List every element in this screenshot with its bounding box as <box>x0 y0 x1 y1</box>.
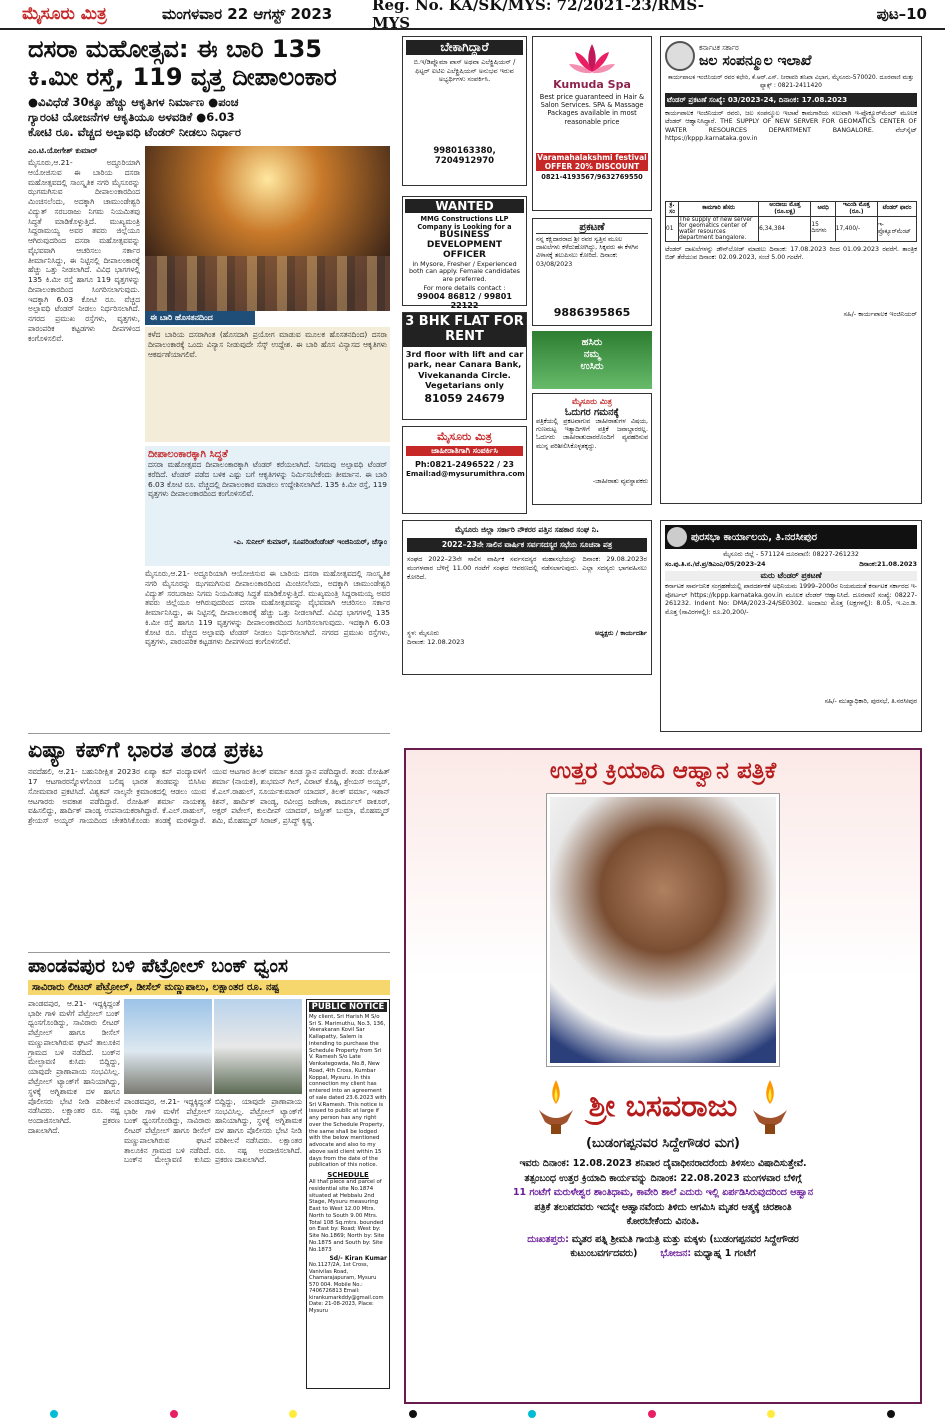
jala-col-1: ಕ್ರ. ಸಂ <box>666 201 679 216</box>
readers-body: ಪತ್ರಿಕೆಯಲ್ಲಿ ಪ್ರಕಟವಾಗುವ ಜಾಹೀರಾತುಗಳ ವಿಷಯ, ಗುಣಮಟ್ಟ ಇತ್ಯಾದಿಗಳಿಗೆ ಪತ್ರಿಕೆ ಜವಾಬ್ದಾರರಲ್ಲ. ಓದುಗರು ಜಾಹೀರಾತುದಾರರೊಂದಿಗೆ ವ್ಯವಹರಿಸುವ ಮುನ್ನ ಪರಿಶೀಲಿಸಿಕೊಳ್ಳತಕ್ಕದ್ದು. <box>536 418 648 450</box>
pandavapura-story <box>28 952 390 1402</box>
hasiru-line-1: ಹಸಿರು <box>581 337 603 348</box>
dasara-lights-photo <box>145 146 390 311</box>
oil-lamp-icon <box>751 1076 789 1136</box>
society-meeting-notice <box>402 520 652 675</box>
society-sign: ಅಧ್ಯಕ್ಷರು / ಕಾರ್ಯದರ್ಶಿ <box>595 629 647 637</box>
society-body: ಸಂಘದ 2022–23ನೇ ಸಾಲಿನ ವಾರ್ಷಿಕ ಸರ್ವಸದಸ್ಯರ ಮಹಾಸಭೆಯನ್ನು ದಿನಾಂಕ: 29.08.2023ರ ಮಂಗಳವಾರ ಬೆಳಿಗ್ಗೆ 11.00 ಗಂಟೆಗೆ ಸಂಘದ ಆವರಣದಲ್ಲಿ ನಡೆಸಲಾಗುವುದು. ಎಲ್ಲಾ ಸದಸ್ಯರು ಭಾಗವಹಿಸಲು ಕೋರಿದೆ. <box>407 555 647 581</box>
jala-col-3: ಅಂದಾಜು ಮೊತ್ತ (ರೂ.ಲಕ್ಷ) <box>759 201 811 216</box>
society-subtitle: 2022–23ನೇ ಸಾಲಿನ ವಾರ್ಷಿಕ ಸರ್ವಸದಸ್ಯರ ಸಭೆಯ ಸೂಚನಾ ಪತ್ರ <box>407 538 647 552</box>
mourners-2: ಕುಟುಂಬವರ್ಗದವರು) <box>570 1248 638 1260</box>
jala-cell-4: 15 ದಿನಗಳು <box>811 216 835 241</box>
wanted-contact-label: For more details contact : <box>423 283 506 292</box>
jala-col-5: ಇಎಂಡಿ ಮೊತ್ತ (ರೂ.) <box>835 201 877 216</box>
pandavapura-subheadline: ಸಾವಿರಾರು ಲೀಟರ್ ಪೆಟ್ರೋಲ್, ಡೀಸೆಲ್ ಮಣ್ಣುಪಾಲು, ಲಕ್ಷಾಂತರ ರೂ. ನಷ್ಟ <box>28 980 390 995</box>
flat-phone: 81059 24679 <box>424 392 505 406</box>
public-notice-address: No.1127/2A, 1st Cross, Vanivilas Road, Chamarajapuram, Mysuru 570 004. Mobile No.: 7406726813 Email: kirankumarkddy@gmail.com Date: 21-08-2023, Place: Mysuru <box>309 1262 384 1314</box>
jala-title: ಜಲ ಸಂಪನ್ಮೂಲ ಇಲಾಖೆ <box>699 52 812 69</box>
jala-tender-notice <box>660 36 922 504</box>
purasabha-body: ಕರ್ನಾಟಕ ಸಾರ್ವಜನಿಕ ಸಂಗ್ರಹಣೆಯಲ್ಲಿ ಪಾರದರ್ಶಕತೆ ಅಧಿನಿಯಮ 1999–2000ರ ನಿಯಮದಂತೆ ಕರ್ನಾಟಕ ಸರ್ಕಾರದ ಇ-ಪೋರ್ಟಲ್ https://kppp.karnataka.gov.in ಮೂಲಕ ಟೆಂಡರ್ ಆಹ್ವಾನಿಸಿದೆ. ದೂರವಾಣಿ ಸಂಖ್ಯೆ: 08227-261232. Indent No: DMA/2023-24/SE0302. ಅಂದಾಜು ಮೊತ್ತ (ಲಕ್ಷಗಳಲ್ಲಿ): 8.05, ಇ.ಎಂ.ಡಿ. ಮೊತ್ತ (ಸಾವಿರಗಳಲ್ಲಿ): ರೂ.20,200/- <box>665 583 917 616</box>
pandavapura-headline: ಪಾಂಡವಪುರ ಬಳಿ ಪೆಟ್ರೋಲ್ ಬಂಕ್ ಧ್ವಂಸ <box>28 955 289 977</box>
lead-body-column: ಮೈಸೂರು,ಆ.21- ಅದ್ಧೂರಿಯಾಗಿ ಆಯೋಜಿಸುವ ಈ ಬಾರಿಯ ದಸರಾ ಮಹೋತ್ಸವದಲ್ಲಿ ಸಾಂಸ್ಕೃತಿಕ ನಗರಿ ಮೈಸೂರನ್ನು ಝಗಮಗಿಸುವ ದೀಪಾಲಂಕಾರದಿಂದ ಮಿಂಚಿಸಲೆಂದು, ಅದಕ್ಕಾಗಿ ಚಾಮುಂಡೇಶ್ವರಿ ವಿದ್ಯುತ್ ಸರಬರಾಜು ನಿಗಮ ನಿಯಮಿತವು ಸಿದ್ಧತೆ ಮಾಡಿಕೊಳ್ಳುತ್ತಿದೆ. ಮುಖ್ಯಮಂತ್ರಿ ಸಿದ್ದರಾಮಯ್ಯ ಅವರ ತವರು ಜಿಲ್ಲೆಯೂ ಆಗಿರುವುದರಿಂದ ದಸರಾ ಮಹೋತ್ಸವವನ್ನು ವೈಭವವಾಗಿ ಆಚರಿಸಲು ಸರ್ಕಾರ ತೀರ್ಮಾನಿಸಿದ್ದು, ಈ ನಿಟ್ಟಿನಲ್ಲಿ ದೀಪಾಲಂಕಾರಕ್ಕೆ ಹೆಚ್ಚು ಒತ್ತು ನೀಡಲಾಗಿದೆ. ವಿವಿಧ ಭಾಗಗಳಲ್ಲಿ 135 ಕಿ.ಮೀ ರಸ್ತೆ ಹಾಗೂ 119 ವೃತ್ತಗಳನ್ನು ದೀಪಾಲಂಕಾರದಿಂದ ಸಿಂಗರಿಸಲಾಗುವುದು. ಇದಕ್ಕಾಗಿ 6.03 ಕೋಟಿ ರೂ. ವೆಚ್ಚದ ಅಲ್ಪಾವಧಿ ಟೆಂಡರ್ ನೀಡಲು ನಿರ್ಧರಿಸಲಾಗಿದೆ. ನಗರದ ಪ್ರಮುಖ ರಸ್ತೆಗಳು, ವೃತ್ತಗಳು, ಪಾರಂಪರಿಕ ಕಟ್ಟಡಗಳು ದೀಪಗಳಿಂದ ಕಂಗೊಳಿಸಲಿವೆ. <box>28 158 140 343</box>
ad-kumuda-spa <box>532 36 652 211</box>
ad-wanted <box>402 196 527 310</box>
jala-col-6: ಟೆಂಡರ್ ಫಾರಂ <box>877 201 916 216</box>
ad-mysuru-mitra <box>402 426 527 514</box>
obituary-notice <box>404 748 922 1404</box>
mourners: ಮೃತರ ಪತ್ನಿ ಶ್ರೀಮತಿ ಗಾಯತ್ರಿ ಮತ್ತು ಮಕ್ಕಳು (ಬುಡಂಗಪ್ಪನವರ ಸಿದ್ದೇಗೌಡರ <box>571 1233 799 1245</box>
wanted-company: MMG Constructions LLP Company is Looking for a <box>417 215 512 231</box>
mitra-ad-phone: Ph:0821-2496522 / 23 <box>415 460 514 469</box>
deceased-relation: (ಬುಡಂಗಪ್ಪನವರ ಸಿದ್ದೇಗೌಡರ ಮಗ) <box>586 1136 740 1151</box>
jala-address: ಕಾರ್ಯಪಾಲಕ ಇಂಜಿನಿಯರ್ ರವರ ಕಛೇರಿ, ಕೆ.ಆರ್.ಎಸ್. ನೀರಾವರಿ ತನಿಖಾ ವಿಭಾಗ, ಮೈಸೂರು-570020. ದೂರವಾಣಿ ಮತ್ತು ಫ್ಯಾಕ್ಸ್ : 0821-2411420 <box>668 74 914 89</box>
hasiru-line-3: ಉಸಿರು <box>580 361 604 372</box>
schedule-title: SCHEDULE <box>327 1171 369 1180</box>
asia-cup-body: ನವದೆಹಲಿ, ಆ.21- ಬಹುನಿರೀಕ್ಷಿತ 2023ರ ಏಷ್ಯಾ ಕಪ್ ಪಂದ್ಯಾವಳಿಗೆ 17 ಆಟಗಾರರನ್ನೊಳಗೊಂಡ ಬಲಿಷ್ಠ ಭಾರತ ತಂಡವನ್ನು ಬಿಸಿಸಿಐ ಸೋಮವಾರ ಪ್ರಕಟಿಸಿದೆ. ವಿಶ್ವಕಪ್ ನಾಲ್ಕನೇ ಕ್ರಮಾಂಕದಲ್ಲಿ ಆಡಲು ಯುವ ಆಟಗಾರರು ಅವಕಾಶ ಪಡೆದಿದ್ದಾರೆ. ರೋಹಿತ್ ಶರ್ಮಾ ನಾಯಕತ್ವ ವಹಿಸಲಿದ್ದು, ಹಾರ್ದಿಕ್ ಪಾಂಡ್ಯ ಉಪನಾಯಕರಾಗಿದ್ದಾರೆ. ಕೆ.ಎಲ್.ರಾಹುಲ್, ಶ್ರೇಯಸ್ ಅಯ್ಯರ್ ಗಾಯದಿಂದ ಚೇತರಿಸಿಕೊಂಡು ತಂಡಕ್ಕೆ ಮರಳಿದ್ದಾರೆ. ಯುವ ಆಟಗಾರ ತಿಲಕ್ ವರ್ಮಾ ಕೂಡ ಸ್ಥಾನ ಪಡೆದಿದ್ದಾರೆ. ತಂಡ: ರೋಹಿತ್ ಶರ್ಮಾ (ನಾಯಕ), ಶುಭಮನ್ ಗಿಲ್, ವಿರಾಟ್ ಕೊಹ್ಲಿ, ಶ್ರೇಯಸ್ ಅಯ್ಯರ್, ಕೆ.ಎಲ್.ರಾಹುಲ್, ಸೂರ್ಯಕುಮಾರ್ ಯಾದವ್, ತಿಲಕ್ ವರ್ಮಾ, ಇಶಾನ್ ಕಿಶನ್, ಹಾರ್ದಿಕ್ ಪಾಂಡ್ಯ, ರವೀಂದ್ರ ಜಡೇಜಾ, ಶಾರ್ದೂಲ್ ಠಾಕೂರ್, ಅಕ್ಷರ್ ಪಟೇಲ್, ಕುಲದೀಪ್ ಯಾದವ್, ಜಸ್ಪ್ರೀತ್ ಬುಮ್ರಾ, ಮೊಹಮ್ಮದ್ ಶಮಿ, ಮೊಹಮ್ಮದ್ ಸಿರಾಜ್, ಪ್ರಸಿದ್ಧ್ ಕೃಷ್ಣ. <box>28 767 390 826</box>
obituary-text <box>406 1157 920 1262</box>
wanted-title: WANTED <box>405 199 524 213</box>
bunk-photo-1 <box>124 999 212 1094</box>
jala-cell-5: 17,400/- <box>835 216 877 241</box>
schedule-body: All that piece and parcel of residential site No.1874 situated at Hebbalu 2nd Stage, Mysuru measuring East to West 12.00 Mtrs. North to South 9.00 Mtrs. Total 108 Sq.mtrs. bounded on East by: Road; West by: Site No.1869; North by: Site No.1875 and South by: Site No.1873 <box>309 1179 385 1253</box>
lead-sub-2: ಗ್ಯಾರಂಟಿ ಯೋಜನೆಗಳ ಆಕೃತಿಯೂ ಅಳವಡಿಕೆ ●6.03 <box>28 110 235 125</box>
spa-phone: 0821-4193567/9632769550 <box>541 173 643 181</box>
wanted-phone: 99004 86812 / 99801 22122 <box>417 291 512 310</box>
flat-title: 3 BHK FLAT FOR RENT <box>403 313 526 347</box>
purasabha-emblem-icon <box>667 527 687 547</box>
pandavapura-body-1: ಪಾಂಡವಪುರ, ಆ.21- ಇದ್ದಕ್ಕಿದ್ದಂತೆ ಭಾರೀ ಗಾಳಿ ಮಳೆಗೆ ಪೆಟ್ರೋಲ್ ಬಂಕ್ ಧ್ವಂಸಗೊಂಡಿದ್ದು, ಸಾವಿರಾರು ಲೀಟರ್ ಪೆಟ್ರೋಲ್ ಹಾಗೂ ಡೀಸೆಲ್ ಮಣ್ಣುಪಾಲಾಗಿರುವ ಘಟನೆ ತಾಲೂಕಿನ ಗ್ರಾಮದ ಬಳಿ ನಡೆದಿದೆ. ಬಂಕ್‌ನ ಮೇಲ್ಛಾವಣಿ ಕುಸಿದು ಬಿದ್ದಿದ್ದು, ಯಾವುದೇ ಪ್ರಾಣಾಪಾಯ ಸಂಭವಿಸಿಲ್ಲ. ಪೆಟ್ರೋಲ್ ಟ್ಯಾಂಕ್‌ಗೆ ಹಾನಿಯಾಗಿದ್ದು, ಸ್ಥಳಕ್ಕೆ ಅಗ್ನಿಶಾಮಕ ದಳ ಹಾಗೂ ಪೊಲೀಸರು ಭೇಟಿ ನೀಡಿ ಪರಿಶೀಲನೆ ನಡೆಸಿದರು. ಲಕ್ಷಾಂತರ ರೂ. ನಷ್ಟ ಅಂದಾಜಿಸಲಾಗಿದೆ. ಪ್ರಕರಣ ದಾಖಲಾಗಿದೆ. <box>28 998 120 1135</box>
spa-name: Kumuda Spa <box>553 78 631 91</box>
public-notice-body: My client, Sri Harish M S/o Sri S. Marimuthu, No.3, 136, Veerakaran Kovil Sar Kallapatty, Salem is intending to purchase the Schedule Property from Sri V. Ramesh S/o Late Venkategowda, No.8, New Road, 4th Cross, Kumbar Koppal, Mysuru. In this connection my client has entered into an agreement of sale dated 23.6.2023 with Sri V.Ramesh. This notice is issued to public at large if any person has any right over the Schedule Property, the same shall be lodged with the below mentioned advocate and also to my above said client within 15 days from the date of the publication of this notice. <box>309 1013 387 1169</box>
table-row <box>666 216 917 241</box>
purasabha-ref: ಸಂ.ಪು.ತಿ.ನ./ಟೆ.ಪ್ರ/ಡಿಎಂಎ/05/2023-24 <box>665 561 766 568</box>
obituary-line-2: ತತ್ಸಂಬಂಧ ಉತ್ತರ ಕ್ರಿಯಾದಿ ಕಾರ್ಯವನ್ನು ದಿನಾಂಕ: 22.08.2023 ಮಂಗಳವಾರ ಬೆಳಿಗ್ಗೆ <box>524 1172 802 1184</box>
obituary-line-4: ಪತ್ರಿಕೆ ತಲುಪದವರು ಇದನ್ನೇ ಆಹ್ವಾನವೆಂದು ತಿಳಿದು ಆಗಮಿಸಿ ಮೃತರ ಆತ್ಮಕ್ಕೆ ಚಿರಶಾಂತಿ <box>534 1201 792 1213</box>
meal-time: ಮಧ್ಯಾಹ್ನ 1 ಗಂಟೆಗೆ <box>694 1248 756 1260</box>
purasabha-subtitle: ಮರು ಟೆಂಡರ್ ಪ್ರಕಟಣೆ <box>665 571 917 581</box>
society-date: ದಿನಾಂಕ: 12.08.2023 <box>407 638 465 646</box>
mitra-ad-email: Email:ad@mysurumithra.com <box>406 469 525 478</box>
mitra-ad-logo: ಮೈಸೂರು ಮಿತ್ರ <box>437 430 492 443</box>
jala-notice-no: ಟೆಂಡರ್ ಪ್ರಕಟಣೆ ಸಂಖ್ಯೆ: 03/2023-24, ದಿನಾಂಕ: 17.08.2023 <box>665 93 917 107</box>
prakatane-phone: 9886395865 <box>553 306 631 319</box>
jala-gov: ಕರ್ನಾಟಕ ಸರ್ಕಾರ <box>699 43 739 52</box>
jala-cell-6: ಇ-ಪ್ರೊಕ್ಯೂರ್‌ಮೆಂಟ್ <box>877 216 916 241</box>
lead-highlight-box: ಕಳೆದ ಬಾರಿಯ ದಸರಾಗಿಂತ (ಹೊಸದಾಗಿ ಪ್ರಯೋಗ ಮಾಡುವ ಮೂಲಕ ಹೊಸತನದಿಂದ) ದಸರಾ ದೀಪಾಲಂಕಾರಕ್ಕೆ ಒಂದು ವಿನ್ಯಾಸ ನೀಡುವುದೇ ಸೆಸ್ಕ್ ಉದ್ದೇಶ. ಈ ಬಾರಿ ಹೊಸ ವಿನ್ಯಾಸದ ಆಕೃತಿಗಳು ಆಕರ್ಷಣೆಯಾಗಲಿವೆ. <box>145 327 390 442</box>
ad-prakatane <box>532 218 652 326</box>
side-box <box>145 446 390 566</box>
bunk-photo-2 <box>214 999 302 1094</box>
ad-bekagiddare <box>402 36 527 186</box>
wanted-role: BUSINESS DEVELOPMENT OFFICER <box>426 230 503 260</box>
public-notice-sign: Sd/- Kiran Kumar <box>329 1255 387 1263</box>
prakatane-title: ಪ್ರಕಟಣೆ <box>536 222 648 234</box>
lead-story <box>28 36 390 726</box>
lead-sub-1: ●ವಿವಿಧೆಡೆ 30ಕ್ಕೂ ಹೆಚ್ಚು ಆಕೃತಿಗಳ ನಿರ್ಮಾಣ ●ಪಂಚ <box>28 95 239 110</box>
obituary-title: ಉತ್ತರ ಕ್ರಿಯಾದಿ ಆಹ್ವಾನ ಪತ್ರಿಕೆ <box>549 758 777 784</box>
obituary-line-1: ಇವರು ದಿನಾಂಕ: 12.08.2023 ಶನಿವಾರ ದೈವಾಧೀನರಾದರೆಂದು ತಿಳಿಸಲು ವಿಷಾದಿಸುತ್ತೇವೆ. <box>519 1158 807 1169</box>
lead-body-continued: ಮೈಸೂರು,ಆ.21- ಅದ್ಧೂರಿಯಾಗಿ ಆಯೋಜಿಸುವ ಈ ಬಾರಿಯ ದಸರಾ ಮಹೋತ್ಸವದಲ್ಲಿ ಸಾಂಸ್ಕೃತಿಕ ನಗರಿ ಮೈಸೂರನ್ನು ಝಗಮಗಿಸುವ ದೀಪಾಲಂಕಾರದಿಂದ ಮಿಂಚಿಸಲೆಂದು, ಅದಕ್ಕಾಗಿ ಚಾಮುಂಡೇಶ್ವರಿ ವಿದ್ಯುತ್ ಸರಬರಾಜು ನಿಗಮ ನಿಯಮಿತವು ಸಿದ್ಧತೆ ಮಾಡಿಕೊಳ್ಳುತ್ತಿದೆ. ಮುಖ್ಯಮಂತ್ರಿ ಸಿದ್ದರಾಮಯ್ಯ ಅವರ ತವರು ಜಿಲ್ಲೆಯೂ ಆಗಿರುವುದರಿಂದ ದಸರಾ ಮಹೋತ್ಸವವನ್ನು ವೈಭವವಾಗಿ ಆಚರಿಸಲು ಸರ್ಕಾರ ತೀರ್ಮಾನಿಸಿದ್ದು, ಈ ನಿಟ್ಟಿನಲ್ಲಿ ದೀಪಾಲಂಕಾರಕ್ಕೆ ಹೆಚ್ಚು ಒತ್ತು ನೀಡಲಾಗಿದೆ. ವಿವಿಧ ಭಾಗಗಳಲ್ಲಿ 135 ಕಿ.ಮೀ ರಸ್ತೆ ಹಾಗೂ 119 ವೃತ್ತಗಳನ್ನು ದೀಪಾಲಂಕಾರದಿಂದ ಸಿಂಗರಿಸಲಾಗುವುದು. ಇದಕ್ಕಾಗಿ 6.03 ಕೋಟಿ ರೂ. ವೆಚ್ಚದ ಅಲ್ಪಾವಧಿ ಟೆಂಡರ್ ನೀಡಲು ನಿರ್ಧರಿಸಲಾಗಿದೆ. ನಗರದ ಪ್ರಮುಖ ರಸ್ತೆಗಳು, ವೃತ್ತಗಳು, ಪಾರಂಪರಿಕ ಕಟ್ಟಡಗಳು ದೀಪಗಳಿಂದ ಕಂಗೊಳಿಸಲಿವೆ. <box>145 569 390 647</box>
readers-logo: ಮೈಸೂರು ಮಿತ್ರ <box>572 397 612 406</box>
jala-cell-2: The supply of new server for geomatics center of water resources department bangalore. <box>679 216 759 241</box>
ad-readers-note <box>532 393 652 505</box>
meal-label: ಭೋಜನ: <box>660 1248 692 1260</box>
photo-caption: ಈ ಬಾರಿ ಹೊಸತನದಿಂದ <box>145 311 255 325</box>
masthead <box>0 0 945 30</box>
side-box-heading: ದೀಪಾಲಂಕಾರಕ್ಕಾಗಿ ಸಿದ್ಧತೆ <box>148 449 228 460</box>
deceased-name: ಶ್ರೀ ಬಸವರಾಜು <box>588 1088 738 1124</box>
side-box-sign: -ಎ. ಸುನೀಲ್ ಕುಮಾರ್, ಸೂಪರಿಂಟೆಂಡೆಂಟ್ ಇಂಜಿನಿಯರ್, ಚೆಸ್ಕಾಂ <box>233 538 387 546</box>
lead-byline: ಎಂ.ಟಿ.ಯೋಗೇಶ್ ಕುಮಾರ್ <box>28 146 98 155</box>
jala-col-2: ಕಾಮಗಾರಿ ಹೆಸರು <box>679 201 759 216</box>
lead-sub-3: ಕೋಟಿ ರೂ. ವೆಚ್ಚದ ಅಲ್ಪಾವಧಿ ಟೆಂಡರ್ ನೀಡಲು ನಿರ್ಧಾರ <box>28 125 241 140</box>
oil-lamp-icon <box>537 1076 575 1136</box>
ad-hasiru <box>532 331 652 389</box>
readers-sign: -ಜಾಹೀರಾತು ವ್ಯವಸ್ಥಾಪಕರು <box>592 478 648 485</box>
asia-cup-headline: ಏಷ್ಯಾ ಕಪ್‌ಗೆ ಭಾರತ ತಂಡ ಪ್ರಕಟ <box>28 738 264 763</box>
obituary-line-3: 11 ಗಂಟೆಗೆ ಮರುಳೇಶ್ವರ ಶಾಂತಿಧಾಮ, ಕಾವೇರಿ ಶಾಲೆ ಎದುರು ಇಲ್ಲಿ ಏರ್ಪಡಿಸಿರುವುದರಿಂದ ಆಹ್ವಾನ <box>513 1187 813 1199</box>
lotus-icon <box>567 40 617 78</box>
ad-bekagiddare-phone: 9980163380, 7204912970 <box>433 146 496 166</box>
purasabha-address: ಮೈಸೂರು ಜಿಲ್ಲೆ - 571124 ದೂರವಾಣಿ: 08227-261232 <box>723 551 859 558</box>
page-number: ಪುಟ–10 <box>876 5 927 23</box>
lead-subheadline <box>28 95 390 140</box>
prakatane-body: ನನ್ನ ಕಕ್ಷಿದಾರರಾದ ಶ್ರೀ ರವರ ಸ್ವತ್ತಿನ ಮೂಲ ದಾಖಲೆಗಳು ಕಳೆದುಹೋಗಿದ್ದು, ಸಿಕ್ಕವರು ಈ ಕೆಳಗಿನ ವಿಳಾಸಕ್ಕೆ ತಲುಪಿಸಲು ಕೋರಿದೆ. ದಿನಾಂಕ: 03/08/2023 <box>536 236 639 268</box>
hasiru-line-2: ನಮ್ಮ <box>583 349 601 360</box>
ad-flat-for-rent <box>402 312 527 420</box>
purasabha-tender-notice <box>660 520 922 732</box>
side-box-text: ದಸರಾ ಮಹೋತ್ಸವದ ದೀಪಾಲಂಕಾರಕ್ಕಾಗಿ ಟೆಂಡರ್ ಕರೆಯಲಾಗಿದೆ. ನಿಗಮವು ಅಲ್ಪಾವಧಿ ಟೆಂಡರ್ ಕರೆದಿದೆ. ಟೆಂಡರ್ ಪಡೆದ ಬಳಿಕ ಎಷ್ಟು ಬಗೆ ಆಕೃತಿಗಳನ್ನು ನಿರ್ಮಿಸಬೇಕೆಂದು ತೀರ್ಮಾನ. ಈ ಬಾರಿ 6.03 ಕೋಟಿ ರೂ. ವೆಚ್ಚದಲ್ಲಿ ದೀಪಾಲಂಕಾರ ಮಾಡಲು ಉದ್ದೇಶಿಸಲಾಗಿದೆ. 135 ಕಿ.ಮೀ ರಸ್ತೆ, 119 ವೃತ್ತಗಳು ದೀಪಾಲಂಕಾರದಿಂದ ಕಂಗೊಳಿಸಲಿವೆ. <box>148 460 387 499</box>
registration-number: Reg. No. KA/SK/MYS: 72/2021-23/RMS-MYS <box>372 0 704 32</box>
jala-cell-1: 01 <box>666 216 679 241</box>
spa-offer-1: Varamahalakshmi festival <box>537 153 647 162</box>
ad-bekagiddare-body: ಬಿ.ಇ/ಡಿಪ್ಲೊಮಾ ಪಾಸ್ ಅಥವಾ ಎಲೆಕ್ಟ್ರಿಷಿಯನ್ / ಫಿಟ್ಟರ್ ಐಟಿಐ ಎಲೆಕ್ಟ್ರಿಷಿಯನ್ ಅನುಭವ ಇರುವ ಅಭ್ಯರ್ಥಿಗಳು ಸಂಪರ್ಕಿಸಿ. <box>413 58 516 84</box>
public-notice-title: PUBLIC NOTICE <box>309 1002 387 1012</box>
issue-date: ಮಂಗಳವಾರ 22 ಆಗಸ್ಟ್ 2023 <box>162 5 333 23</box>
mourners-label: ದುಃಖತಪ್ತರು: <box>527 1233 569 1245</box>
readers-title: ಓದುಗರ ಗಮನಕ್ಕೆ <box>564 407 620 418</box>
purasabha-date: ದಿನಾಂಕ:21.08.2023 <box>859 561 917 568</box>
jala-sign: ಸಹಿ/- ಕಾರ್ಯಪಾಲಕ ಇಂಜಿನಿಯರ್ <box>843 309 917 318</box>
jala-body: ಕಾರ್ಯಪಾಲಕ ಇಂಜಿನಿಯರ್ ರವರು, ಜಲ ಸಂಪನ್ಮೂಲ ಇಲಾಖೆ ಕಾಮಗಾರಿಯ ಸಲುವಾಗಿ ಇ-ಪ್ರೊಕ್ಯೂರ್‌ಮೆಂಟ್ ಮೂಲಕ ಟೆಂಡರ್ ಆಹ್ವಾನಿಸಿದ್ದಾರೆ. THE SUPPLY OF NEW SERVER FOR GEOMATICS CENTER OF WATER RESOURCES DEPARTMENT BANGALORE. ವೆಬ್‌ಸೈಟ್ https://kppp.karnataka.gov.in <box>665 109 917 143</box>
lead-headline-2: ಕಿ.ಮೀ ರಸ್ತೆ, 119 ವೃತ್ತ ದೀಪಾಲಂಕಾರ <box>28 62 337 91</box>
deceased-portrait <box>547 794 779 1066</box>
society-title: ಮೈಸೂರು ಜಿಲ್ಲಾ ಸರ್ಕಾರಿ ನೌಕರರ ಪತ್ತಿನ ಸಹಕಾರ ಸಂಘ ನಿ. <box>455 525 599 534</box>
public-notice <box>306 999 390 1389</box>
ad-bekagiddare-title: ಬೇಕಾಗಿದ್ದಾರೆ <box>406 40 523 55</box>
karnataka-emblem-icon <box>665 41 695 71</box>
jala-cell-3: 6,34,384 <box>759 216 811 241</box>
spa-tagline: Best price guaranteed in Hair & Salon Services. SPA & Massage Packages available in most reasonable price <box>539 93 645 126</box>
jala-tender-table <box>665 201 917 242</box>
pandavapura-body-2: ಪಾಂಡವಪುರ, ಆ.21- ಇದ್ದಕ್ಕಿದ್ದಂತೆ ಭಾರೀ ಗಾಳಿ ಮಳೆಗೆ ಪೆಟ್ರೋಲ್ ಬಂಕ್ ಧ್ವಂಸಗೊಂಡಿದ್ದು, ಸಾವಿರಾರು ಲೀಟರ್ ಪೆಟ್ರೋಲ್ ಹಾಗೂ ಡೀಸೆಲ್ ಮಣ್ಣುಪಾಲಾಗಿರುವ ಘಟನೆ ತಾಲೂಕಿನ ಗ್ರಾಮದ ಬಳಿ ನಡೆದಿದೆ. ಬಂಕ್‌ನ ಮೇಲ್ಛಾವಣಿ ಕುಸಿದು ಬಿದ್ದಿದ್ದು, ಯಾವುದೇ ಪ್ರಾಣಾಪಾಯ ಸಂಭವಿಸಿಲ್ಲ. ಪೆಟ್ರೋಲ್ ಟ್ಯಾಂಕ್‌ಗೆ ಹಾನಿಯಾಗಿದ್ದು, ಸ್ಥಳಕ್ಕೆ ಅಗ್ನಿಶಾಮಕ ದಳ ಹಾಗೂ ಪೊಲೀಸರು ಭೇಟಿ ನೀಡಿ ಪರಿಶೀಲನೆ ನಡೆಸಿದರು. ಲಕ್ಷಾಂತರ ರೂ. ನಷ್ಟ ಅಂದಾಜಿಸಲಾಗಿದೆ. ಪ್ರಕರಣ ದಾಖಲಾಗಿದೆ. <box>124 1096 302 1165</box>
jala-footer: ಟೆಂಡರ್ ದಾಖಲೆಗಳನ್ನು ಡೌನ್‌ಲೋಡ್ ಮಾಡಲು ದಿನಾಂಕ: 17.08.2023 ರಿಂದ 01.09.2023 ರವರೆಗೆ. ತಾಂತ್ರಿಕ ಬಿಡ್ ತೆರೆಯುವ ದಿನಾಂಕ: 02.09.2023, ಸಂಜೆ 5.00 ಗಂಟೆಗೆ. <box>665 245 917 262</box>
spa-offer-2: OFFER 20% DISCOUNT <box>536 162 648 171</box>
purasabha-sign: ಸಹಿ/- ಮುಖ್ಯಾಧಿಕಾರಿ, ಪುರಸಭೆ, ತಿ.ನರಸೀಪುರ <box>824 698 917 705</box>
flat-body: 3rd floor with lift and car park, near Canara Bank, Vivekananda Circle. Vegetarians only <box>405 348 524 390</box>
registration-marks <box>50 1410 895 1420</box>
newspaper-logo: ಮೈಸೂರು ಮಿತ್ರ <box>22 4 107 24</box>
obituary-line-5: ಕೋರಬೇಕೆಂದು ವಿನಂತಿ. <box>626 1216 700 1228</box>
asia-cup-story <box>28 733 390 948</box>
wanted-details: in Mysore, Fresher / Experienced both can apply. Female candidates are preferred. <box>409 259 520 284</box>
lead-headline-1: ದಸರಾ ಮಹೋತ್ಸವ: ಈ ಬಾರಿ 135 <box>28 35 322 63</box>
purasabha-title: ಪುರಸಭಾ ಕಾರ್ಯಾಲಯ, ತಿ.ನರಸೀಪುರ <box>691 531 818 543</box>
society-place: ಸ್ಥಳ: ಮೈಸೂರು <box>407 629 440 637</box>
jala-col-4: ಅವಧಿ <box>811 201 835 216</box>
mitra-ad-title: ಜಾಹೀರಾತಿಗಾಗಿ ಸಂಪರ್ಕಿಸಿ <box>406 446 523 456</box>
